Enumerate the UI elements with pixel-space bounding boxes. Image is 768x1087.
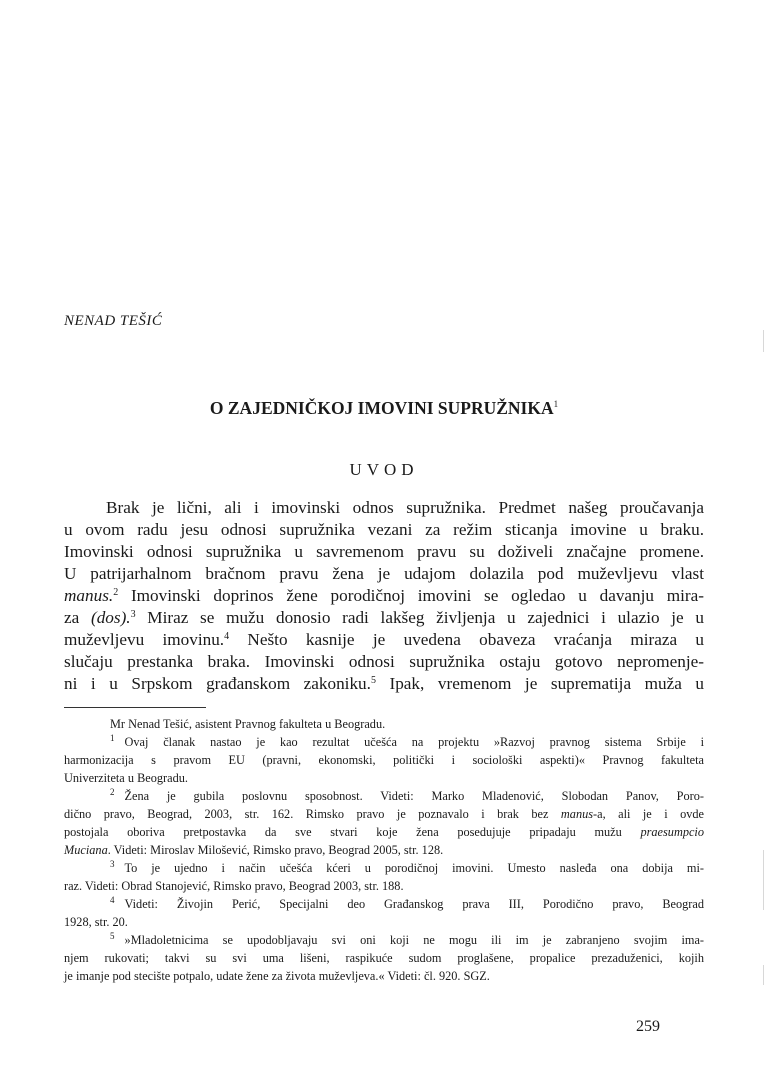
page-number: 259 — [636, 1018, 660, 1035]
body-text-run: za — [64, 608, 91, 627]
footnote-text: postojala oboriva pretpostavka da sve stvari koje žena posedujuje pripadaju mužu — [64, 825, 641, 839]
body-line — [64, 607, 704, 629]
title-footnote-ref[interactable]: 1 — [553, 399, 559, 409]
body-text-run: Imovinski doprinos žene porodičnoj imovini se ogledao u davanju mira- — [118, 586, 704, 605]
body-text-run: slučaju prestanka braka. Imovinski odnosi supružnika ostaju gotovo nepromenje- — [64, 652, 704, 671]
footnote-line — [64, 769, 704, 787]
footnote-text: Žena je gubila poslovnu sposobnost. Videti: Marko Mladenović, Slobodan Panov, Poro- — [124, 789, 704, 803]
footnote-line — [64, 751, 704, 769]
footnote-ref[interactable]: 3 — [130, 609, 136, 620]
footnote-text: dično pravo, Beograd, 2003, str. 162. Rimsko pravo je poznavalo i brak bez — [64, 807, 561, 821]
body-text-run: Nešto kasnije je uvedena obaveza vraćanja miraza u — [229, 630, 704, 649]
footnote-text: -a, ali je i ovde — [593, 807, 704, 821]
footnote-line: 5 »Mladoletnicima se upodobljavaju svi oni koji ne mogu ili im je zabranjeno svojim ima- — [110, 931, 704, 947]
footnote-text: To je ujedno i način učešća kćeri u porodičnoj imovini. Umesto nasleđa ona dobija mi- — [124, 861, 704, 875]
body-text-run: muževljevu imovinu. — [64, 630, 225, 649]
body-text-run: Miraz se mužu donosio radi lakšeg življenja u zajednici i ulazio je u — [135, 608, 704, 627]
footnote-text: harmonizacija s pravom EU (pravni, ekonomski, politički i sociološki aspekti)« Pravnog fakulteta — [64, 753, 704, 767]
footnote-line — [64, 913, 704, 931]
body-paragraph — [64, 497, 704, 695]
article-author: NENAD TEŠIĆ — [64, 313, 163, 329]
scan-edge-mark — [763, 850, 764, 910]
footnote-text: »Mladoletnicima se upodobljavaju svi oni koji ne mogu ili im je zabranjeno svojim ima- — [124, 933, 704, 947]
body-line — [64, 585, 704, 607]
footnote-text: je imanje pod stecište potpalo, udate žene za života muževljeva.« Videti: čl. 920. SGZ. — [64, 969, 490, 983]
title-text: O ZAJEDNIČKOJ IMOVINI SUPRUŽNIKA — [209, 398, 554, 418]
footnote-text: Univerziteta u Beogradu. — [64, 771, 188, 785]
footnote-text: . Videti: Miroslav Milošević, Rimsko pravo, Beograd 2005, str. 128. — [107, 843, 444, 857]
footnote-rule — [64, 707, 206, 708]
footnote-ref[interactable]: 4 — [224, 631, 230, 642]
italic-term: (dos). — [90, 608, 131, 627]
scan-edge-mark — [763, 965, 764, 985]
italic-term: manus. — [64, 586, 114, 605]
body-line — [64, 563, 704, 585]
footnote-line — [64, 841, 704, 859]
footnote-line — [64, 967, 704, 985]
footnote-line: 1 Ovaj članak nastao je kao rezultat učešća na projektu »Razvoj pravnog sistema Srbije i — [110, 733, 704, 749]
footnote-text: raz. Videti: Obrad Stanojević, Rimsko pravo, Beograd 2003, str. 188. — [64, 879, 404, 893]
footnote-italic: manus — [560, 807, 594, 821]
footnote-line — [64, 805, 704, 823]
footnote-line — [64, 949, 704, 967]
scan-edge-mark — [763, 330, 764, 352]
footnote-text: 1928, str. 20. — [64, 915, 128, 929]
footnote-italic: Muciana — [64, 843, 108, 857]
footnote-line: 4 Videti: Živojin Perić, Specijalni deo Građanskog prava III, Porodično pravo, Beograd — [110, 895, 704, 911]
footnote-text: njem rukovati; takvi su svi uma lišeni, raspikuće sudom proglašene, propalice prezaduženici, kojih — [64, 951, 704, 965]
body-line — [64, 629, 704, 651]
body-text-run: U patrijarhalnom bračnom pravu žena je udajom dolazila pod muževljevu vlast — [64, 564, 704, 583]
footnotes — [64, 715, 704, 985]
footnote-ref[interactable]: 5 — [370, 675, 376, 686]
body-text-run: Brak je lični, ali i imovinski odnos supružnika. Predmet našeg proučavanja — [106, 498, 704, 517]
footnote-italic: praesumpcio — [640, 825, 704, 839]
author-note: Mr Nenad Tešić, asistent Pravnog fakulteta u Beogradu. — [110, 717, 386, 731]
body-text-run: u ovom radu jesu odnosi supružnika vezani za režim sticanja imovine u braku. — [64, 520, 704, 539]
body-line — [64, 651, 704, 673]
footnote-line — [64, 823, 704, 841]
footnote-line — [64, 877, 704, 895]
body-line — [64, 519, 704, 541]
footnote-text: Videti: Živojin Perić, Specijalni deo Građanskog prava III, Porodično pravo, Beograd — [124, 897, 704, 911]
footnote-ref[interactable]: 2 — [113, 587, 119, 598]
article-title — [0, 398, 768, 419]
footnote-line: 2 Žena je gubila poslovnu sposobnost. Videti: Marko Mladenović, Slobodan Panov, Poro- — [110, 787, 704, 803]
section-heading: UVOD — [349, 460, 419, 479]
footnote-line: 3 To je ujedno i način učešća kćeri u porodičnoj imovini. Umesto nasleđa ona dobija mi- — [110, 859, 704, 875]
body-text-run: Imovinski odnosi supružnika u savremenom pravu su doživeli značajne promene. — [64, 542, 704, 561]
body-line — [64, 673, 704, 695]
body-line — [64, 497, 704, 519]
footnote-text: Ovaj članak nastao je kao rezultat učešća na projektu »Razvoj pravnog sistema Srbije i — [124, 735, 704, 749]
body-line — [64, 541, 704, 563]
body-text-run: Ipak, vremenom je suprematija muža u — [375, 674, 704, 693]
body-text-run: ni i u Srpskom građanskom zakoniku. — [64, 674, 371, 693]
